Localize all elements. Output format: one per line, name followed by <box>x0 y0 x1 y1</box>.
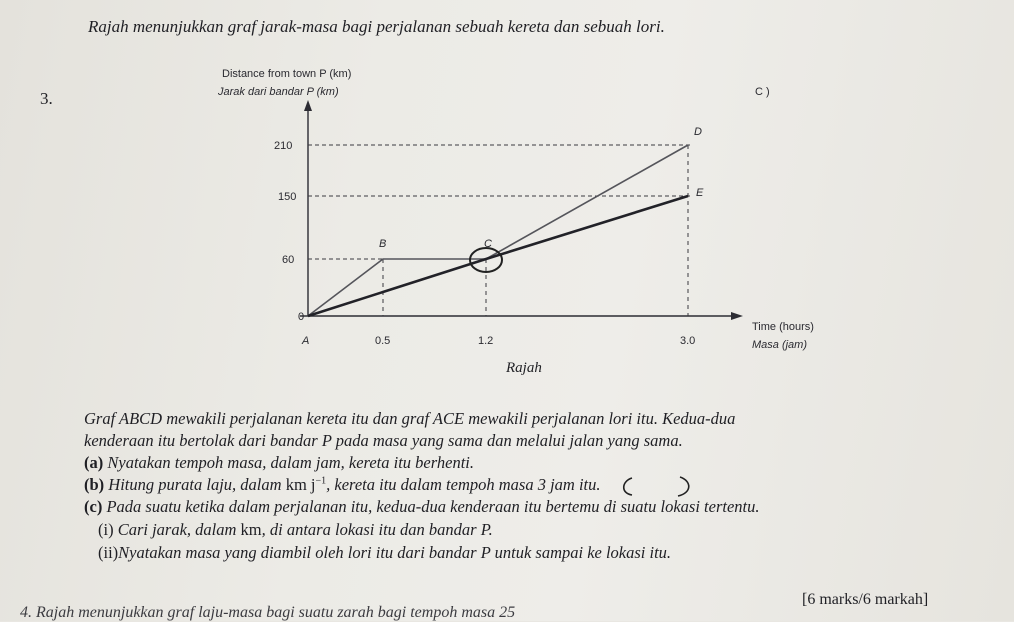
next-question-text: 4. Rajah menunjukkan graf laju-masa bagi suatu zarah bagi tempoh masa 25 <box>20 604 516 621</box>
part-c-ii-text: Nyatakan masa yang diambil oleh lori itu dari bandar P untuk sampai ke lokasi itu. <box>118 543 672 562</box>
series-line-kereta <box>308 145 688 316</box>
part-c-i-label: (i) <box>98 520 114 539</box>
part-a <box>84 453 474 473</box>
part-b-text-2: , kereta itu dalam tempoh masa 3 jam itu. <box>326 475 601 494</box>
part-a-label: (a) <box>84 453 104 472</box>
y-tick-label-0: 0 <box>298 311 305 323</box>
part-b-unit-exponent: −1 <box>315 475 327 487</box>
part-c-i-unit: km <box>240 520 262 539</box>
point-label-a: A <box>302 335 310 347</box>
x-tick-label-0-5: 0.5 <box>375 335 391 347</box>
part-b-label: (b) <box>84 475 105 494</box>
y-axis-label-en: Distance from town P (km) <box>222 68 352 80</box>
part-c <box>84 497 759 517</box>
part-c-i-text-2: , di antara lokasi itu dan bandar P. <box>261 520 493 539</box>
x-axis-label-en: Time (hours) <box>752 321 814 333</box>
pen-circle-annotation <box>618 475 698 497</box>
part-c-ii-label: (ii) <box>98 543 119 562</box>
marks-label: [6 marks/6 markah] <box>802 591 929 608</box>
part-c-i <box>98 520 493 540</box>
part-c-i-text-1: Cari jarak, dalam <box>117 520 237 539</box>
paragraph-line-1: Graf ABCD mewakili perjalanan kereta itu dan graf ACE mewakili perjalanan lori itu. Kedua-dua <box>84 409 736 428</box>
part-c-ii <box>98 543 671 563</box>
y-tick-label-60: 60 <box>282 254 295 266</box>
part-b-unit: km j <box>285 475 316 494</box>
series-line-lori <box>308 196 688 316</box>
point-label-c: C <box>484 238 492 250</box>
intro-text: Rajah menunjukkan graf jarak-masa bagi perjalanan sebuah kereta dan sebuah lori. <box>88 17 665 36</box>
point-label-e: E <box>696 187 704 199</box>
x-axis-arrow <box>731 312 743 320</box>
part-a-text: Nyatakan tempoh masa, dalam jam, kereta itu berhenti. <box>107 453 474 472</box>
y-tick-label-210: 210 <box>274 140 293 152</box>
question-number: 3. <box>40 89 53 108</box>
figure-caption: Rajah <box>506 360 542 376</box>
point-label-d: D <box>694 126 702 138</box>
y-axis-arrow <box>304 100 312 111</box>
part-b-text-1: Hitung purata laju, dalam <box>108 475 282 494</box>
part-b <box>84 475 601 495</box>
part-c-text: Pada suatu ketika dalam perjalanan itu, kedua-dua kenderaan itu bertemu di suatu lokasi tertentu. <box>106 497 760 516</box>
x-axis-label-ms: Masa (jam) <box>752 339 808 351</box>
blank-marker: C ) <box>755 86 770 98</box>
y-tick-label-150: 150 <box>278 191 297 203</box>
y-axis-label-ms: Jarak dari bandar P (km) <box>218 86 339 98</box>
paragraph-line-2: kenderaan itu bertolak dari bandar P pada masa yang sama dan melalui jalan yang sama. <box>84 431 683 450</box>
part-c-label: (c) <box>84 497 103 516</box>
x-tick-label-3-0: 3.0 <box>680 335 696 347</box>
point-label-b: B <box>379 238 387 250</box>
x-tick-label-1-2: 1.2 <box>478 335 494 347</box>
